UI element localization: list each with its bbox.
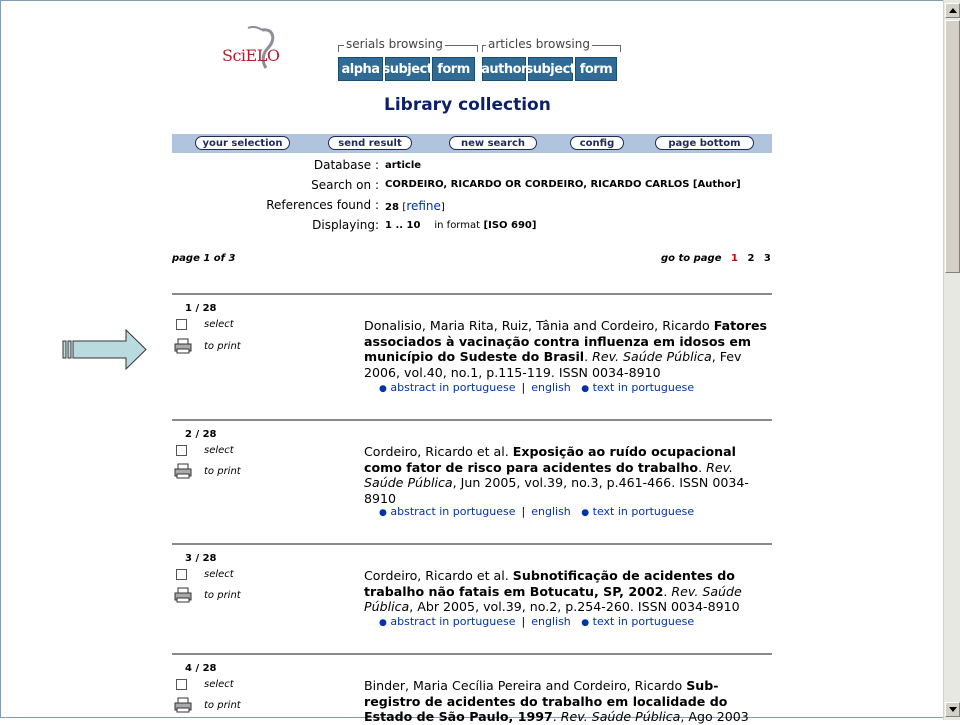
- serials-form-button[interactable]: form: [432, 57, 475, 81]
- full-text-link[interactable]: text in portuguese: [592, 615, 695, 628]
- references-found-value: 28 [refine]: [385, 199, 445, 213]
- printer-icon[interactable]: [174, 587, 192, 603]
- record-journal: Rev. Saúde Pública: [364, 583, 742, 614]
- database-label: Database :: [313, 158, 379, 172]
- record-citation: Binder, Maria Cecília Pereira and Cordeiro, Ricardo Sub-registro de acidentes do trabalho em localidade do Estado de São Paulo, 1997. Rev. Saúde Pública, Ago 2003: [364, 678, 749, 724]
- record-authors: Donalisio, Maria Rita, Ruiz, Tânia and Cordeiro, Ricardo: [364, 318, 710, 333]
- references-found-label: References found :: [266, 198, 379, 212]
- scroll-up-button[interactable]: [945, 3, 960, 18]
- scrollbar-thumb[interactable]: [945, 20, 960, 273]
- record-print-label[interactable]: to print: [204, 590, 241, 601]
- abstract-link[interactable]: abstract in portuguese: [390, 505, 516, 518]
- refine-link[interactable]: refine: [406, 199, 441, 213]
- record-select-checkbox[interactable]: [176, 445, 187, 456]
- page-link-3[interactable]: 3: [763, 253, 771, 264]
- record-authors: Binder, Maria Cecília Pereira and Cordeiro, Ricardo: [364, 678, 683, 693]
- new-search-button[interactable]: new search: [449, 136, 537, 150]
- arrow-up-icon: [949, 8, 957, 13]
- full-text-link[interactable]: text in portuguese: [592, 381, 695, 394]
- send-result-button[interactable]: send result: [328, 136, 412, 150]
- search-on-value: CORDEIRO, RICARDO OR CORDEIRO, RICARDO CARLOS [Author]: [385, 179, 741, 190]
- record-citation: Cordeiro, Ricardo et al. Exposição ao ruído ocupacional como fator de risco para acidentes do trabalho. Rev. Saúde Pública, Jun 2005, vol.39, no.3, p.461-466. ISSN 0034-8910: [364, 444, 749, 506]
- english-link[interactable]: english: [531, 615, 571, 628]
- abstract-link[interactable]: abstract in portuguese: [390, 381, 516, 394]
- displaying-label: Displaying:: [312, 218, 379, 232]
- separator: [172, 419, 772, 421]
- record-journal: Rev. Saúde Pública: [364, 459, 734, 490]
- search-on-label: Search on :: [311, 178, 379, 192]
- english-link[interactable]: english: [531, 505, 571, 518]
- record-select-label: select: [204, 569, 234, 580]
- scroll-down-button[interactable]: [945, 702, 960, 717]
- english-link[interactable]: english: [531, 381, 571, 394]
- displaying-value: [385, 220, 536, 231]
- record-details: , Fev 2006, vol.40, no.1, p.115-119. ISSN 0034-8910: [364, 349, 742, 380]
- record-number: 2 / 28: [185, 429, 217, 440]
- record-select-label: select: [204, 445, 234, 456]
- record-print-label[interactable]: to print: [204, 700, 241, 711]
- references-count: 28: [385, 202, 399, 213]
- articles-buttons: [482, 57, 619, 81]
- articles-browsing-label: articles browsing: [488, 37, 590, 51]
- record-print-label[interactable]: to print: [204, 341, 241, 352]
- result-toolbar: [172, 134, 772, 153]
- serials-browsing-label: serials browsing: [346, 37, 443, 51]
- printer-icon[interactable]: [174, 338, 192, 354]
- separator: [172, 653, 772, 655]
- scielo-logo[interactable]: [218, 24, 284, 82]
- logo-text: SciELO: [222, 46, 280, 65]
- serials-alpha-button[interactable]: alpha: [338, 57, 383, 81]
- database-value: article: [385, 160, 422, 171]
- go-to-page: [661, 253, 771, 264]
- record-select-label: select: [204, 679, 234, 690]
- record-citation: Donalisio, Maria Rita, Ruiz, Tânia and Cordeiro, Ricardo Fatores associados à vacinação contra influenza em idosos em município do Sudeste do Brasil. Rev. Saúde Pública, Fev 2006, vol.40, no.1, p.115-119. ISSN 0034-8910: [364, 318, 768, 380]
- record-authors: Cordeiro, Ricardo et al.: [364, 444, 509, 459]
- full-text-link[interactable]: text in portuguese: [592, 505, 695, 518]
- record-details: , Abr 2005, vol.39, no.2, p.254-260. ISSN 0034-8910: [409, 599, 740, 614]
- articles-author-button[interactable]: author: [482, 57, 526, 81]
- format-prefix: in format: [434, 220, 481, 231]
- separator: [172, 293, 772, 295]
- record-select-checkbox[interactable]: [176, 679, 187, 690]
- record-select-checkbox[interactable]: [176, 319, 187, 330]
- serials-browsing-group: [338, 37, 480, 83]
- record-select-label: select: [204, 319, 234, 330]
- display-format: [ISO 690]: [483, 220, 537, 231]
- record-journal: Rev. Saúde Pública: [560, 709, 681, 724]
- record-print-label[interactable]: to print: [204, 466, 241, 477]
- go-to-page-label: go to page: [661, 253, 722, 264]
- display-range: 1 .. 10: [385, 220, 421, 231]
- page-indicator: page 1 of 3: [172, 253, 236, 264]
- record-links: ● abstract in portuguese | english ● text in portuguese: [379, 381, 695, 394]
- page-link-1[interactable]: 1: [730, 253, 738, 264]
- record-title[interactable]: Subnotificação de acidentes do trabalho não fatais em Botucatu, SP, 2002: [364, 568, 735, 599]
- config-button[interactable]: config: [570, 136, 624, 150]
- articles-subject-button[interactable]: subject: [528, 57, 573, 81]
- abstract-link[interactable]: abstract in portuguese: [390, 615, 516, 628]
- printer-icon[interactable]: [174, 697, 192, 713]
- printer-icon[interactable]: [174, 463, 192, 479]
- page-link-2[interactable]: 2: [747, 253, 755, 264]
- record-links: ● abstract in portuguese | english ● text in portuguese: [379, 505, 695, 518]
- arrow-down-icon: [949, 707, 957, 712]
- articles-form-button[interactable]: form: [575, 57, 617, 81]
- record-links: ● abstract in portuguese | english ● text in portuguese: [379, 615, 695, 628]
- record-citation: Cordeiro, Ricardo et al. Subnotificação de acidentes do trabalho não fatais em Botucatu, SP, 2002. Rev. Saúde Pública, Abr 2005, vol.39, no.2, p.254-260. ISSN 0034-8910: [364, 568, 742, 614]
- articles-browsing-group: [482, 37, 624, 83]
- record-number: 4 / 28: [185, 663, 217, 674]
- serials-subject-button[interactable]: subject: [385, 57, 430, 81]
- record-select-checkbox[interactable]: [176, 569, 187, 580]
- page-title: Library collection: [384, 95, 551, 115]
- page-bottom-button[interactable]: page bottom: [655, 136, 754, 150]
- record-title[interactable]: Fatores associados à vacinação contra influenza em idosos em município do Sudeste do Brasil: [364, 318, 768, 364]
- record-details: , Ago 2003: [680, 709, 749, 724]
- record-title[interactable]: Sub-registro de acidentes do trabalho em localidade do Estado de São Paulo, 1997: [364, 678, 728, 724]
- record-title[interactable]: Exposição ao ruído ocupacional como fator de risco para acidentes do trabalho: [364, 444, 736, 475]
- record-number: 1 / 28: [185, 303, 217, 314]
- record-number: 3 / 28: [185, 553, 217, 564]
- record-details: , Jun 2005, vol.39, no.3, p.461-466. ISSN 0034-8910: [364, 475, 749, 506]
- pointer-arrow-icon: [62, 329, 148, 371]
- separator: [172, 543, 772, 545]
- your-selection-button[interactable]: your selection: [195, 136, 290, 150]
- record-journal: Rev. Saúde Pública: [592, 349, 712, 364]
- vertical-scrollbar[interactable]: [943, 0, 960, 720]
- serials-buttons: [338, 57, 477, 81]
- record-authors: Cordeiro, Ricardo et al.: [364, 568, 509, 583]
